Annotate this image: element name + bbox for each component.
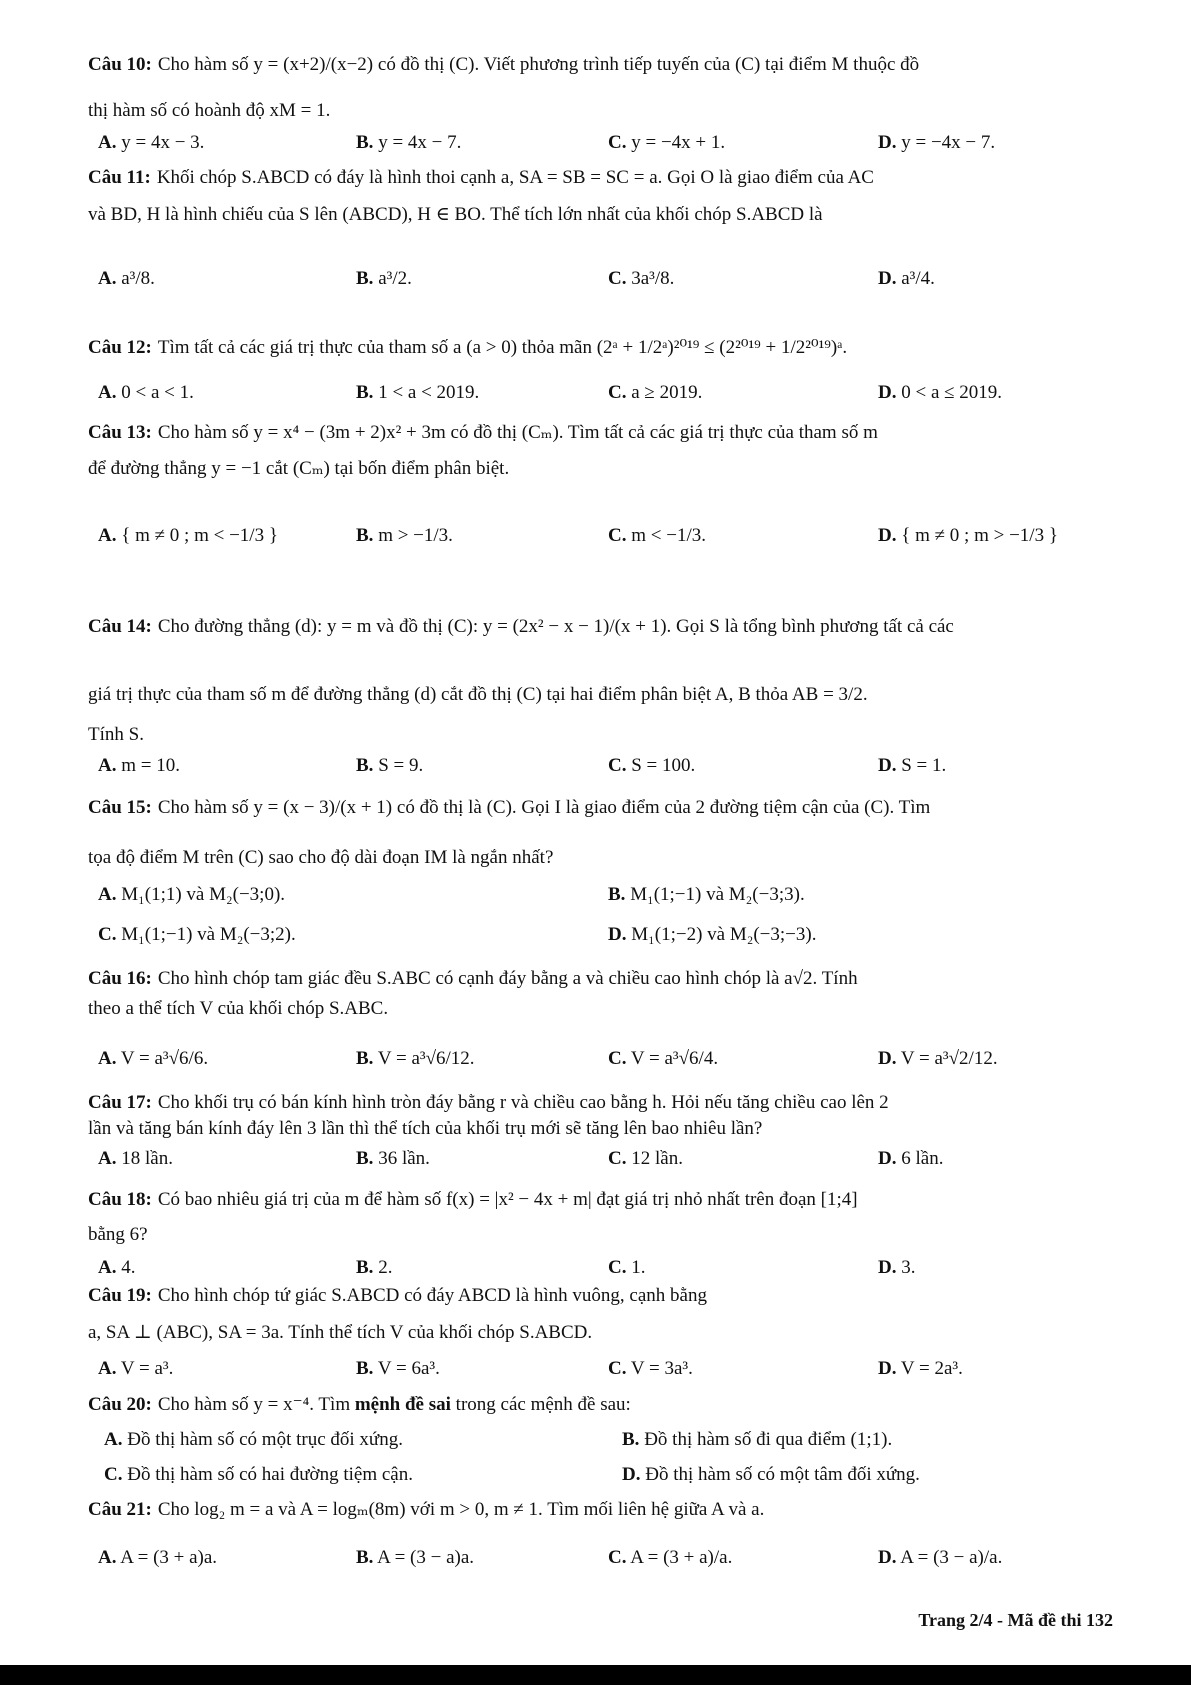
option-letter: A. bbox=[98, 525, 117, 546]
scan-border bbox=[0, 1665, 1191, 1685]
option-text: y = 4x − 3. bbox=[121, 132, 205, 153]
option-text: m > −1/3. bbox=[378, 525, 453, 546]
question-label: Câu 12: bbox=[88, 337, 152, 358]
question-19-stem-2: a, SA ⊥ (ABC), SA = 3a. Tính thể tích V của khối chóp S.ABCD. bbox=[88, 1322, 593, 1343]
option-c bbox=[608, 1146, 683, 1172]
option-text: 2. bbox=[378, 1257, 393, 1278]
question-10-stem-2: thị hàm số có hoành độ xM = 1. bbox=[88, 100, 331, 121]
question-16-stem-2: theo a thể tích V của khối chóp S.ABC. bbox=[88, 998, 389, 1019]
option-a bbox=[98, 380, 194, 406]
option-text: A = (3 + a)a. bbox=[120, 1547, 218, 1568]
option-letter: C. bbox=[608, 755, 627, 776]
option-text: V = 3a³. bbox=[630, 1358, 693, 1379]
option-c bbox=[608, 1046, 718, 1072]
question-label: Câu 18: bbox=[88, 1189, 152, 1210]
option-text: A = (3 − a)a. bbox=[377, 1547, 475, 1568]
question-18-stem-2: bằng 6? bbox=[88, 1224, 148, 1245]
option-letter: B. bbox=[356, 525, 374, 546]
option-text: A = (3 − a)/a. bbox=[900, 1547, 1003, 1568]
option-letter: D. bbox=[878, 1547, 897, 1568]
option-b bbox=[356, 753, 423, 779]
option-d bbox=[878, 380, 1002, 406]
option-letter: D. bbox=[878, 755, 897, 776]
option-letter: C. bbox=[608, 525, 627, 546]
option-letter: C. bbox=[608, 1148, 627, 1169]
option-text: Đồ thị hàm số đi qua điểm (1;1). bbox=[644, 1429, 893, 1450]
option-d bbox=[878, 266, 935, 292]
option-letter: B. bbox=[356, 1048, 374, 1069]
question-text: Cho log₂ m = a và A = logₘ(8m) với m > 0, m ≠ 1. Tìm mối liên hệ giữa A và a. bbox=[157, 1499, 765, 1520]
option-letter: B. bbox=[608, 884, 626, 905]
option-text: S = 9. bbox=[378, 755, 424, 776]
option-letter: B. bbox=[356, 1148, 374, 1169]
option-letter: C. bbox=[608, 1547, 627, 1568]
option-c bbox=[98, 922, 296, 948]
option-b bbox=[356, 523, 453, 549]
question-label: Câu 19: bbox=[88, 1285, 152, 1306]
question-label: Câu 11: bbox=[88, 167, 151, 188]
option-a bbox=[104, 1427, 403, 1453]
question-11-stem-1 bbox=[88, 165, 1113, 191]
option-b bbox=[356, 130, 461, 156]
option-text: 1. bbox=[631, 1257, 646, 1278]
option-c bbox=[104, 1462, 413, 1488]
question-label: Câu 21: bbox=[88, 1499, 152, 1520]
option-text: M₁(1;−1) và M₂(−3;2). bbox=[121, 924, 296, 945]
option-a bbox=[98, 1356, 173, 1382]
option-letter: B. bbox=[622, 1429, 640, 1450]
option-text: S = 100. bbox=[631, 755, 696, 776]
option-letter: D. bbox=[878, 1257, 897, 1278]
option-letter: D. bbox=[878, 1358, 897, 1379]
option-letter: D. bbox=[878, 1048, 897, 1069]
option-text: V = a³√6/12. bbox=[377, 1048, 475, 1069]
option-text: y = −4x + 1. bbox=[631, 132, 726, 153]
question-text: trong các mệnh đề sau: bbox=[450, 1394, 631, 1415]
question-20-stem-1 bbox=[88, 1392, 1113, 1418]
option-text: a³/4. bbox=[901, 268, 935, 289]
question-21-stem-1 bbox=[88, 1497, 1113, 1523]
question-text: Cho hình chóp tam giác đều S.ABC có cạnh đáy bằng a và chiều cao hình chóp là a√2. Tính bbox=[157, 968, 858, 989]
option-text: Đồ thị hàm số có hai đường tiệm cận. bbox=[127, 1464, 413, 1485]
option-d bbox=[878, 1146, 943, 1172]
option-b bbox=[356, 1255, 392, 1281]
page-footer: Trang 2/4 - Mã đề thi 132 bbox=[918, 1610, 1113, 1630]
option-b bbox=[356, 1356, 440, 1382]
option-text: V = a³√2/12. bbox=[900, 1048, 998, 1069]
option-letter: C. bbox=[608, 1358, 627, 1379]
option-text: 3a³/8. bbox=[631, 268, 675, 289]
question-18-stem-1 bbox=[88, 1187, 1113, 1213]
option-text: V = 2a³. bbox=[900, 1358, 963, 1379]
option-letter: B. bbox=[356, 1358, 374, 1379]
option-a bbox=[98, 1255, 135, 1281]
option-c bbox=[608, 266, 674, 292]
question-text: Cho hàm số y = x⁻⁴. Tìm bbox=[157, 1394, 355, 1415]
option-text: 4. bbox=[121, 1257, 136, 1278]
option-text: A = (3 + a)/a. bbox=[630, 1547, 733, 1568]
option-a bbox=[98, 1046, 208, 1072]
option-d bbox=[878, 523, 1058, 549]
question-label: Câu 20: bbox=[88, 1394, 152, 1415]
question-19-stem-1 bbox=[88, 1283, 1113, 1309]
question-text: Cho hình chóp tứ giác S.ABCD có đáy ABCD là hình vuông, cạnh bằng bbox=[157, 1285, 707, 1306]
option-text: m = 10. bbox=[121, 755, 180, 776]
option-letter: C. bbox=[608, 132, 627, 153]
option-b bbox=[622, 1427, 892, 1453]
question-label: Câu 14: bbox=[88, 616, 152, 637]
question-text: Cho đường thẳng (d): y = m và đồ thị (C): y = (2x² − x − 1)/(x + 1). Gọi S là tổng bình phương tất cả các bbox=[157, 616, 954, 637]
question-17-stem-2: lần và tăng bán kính đáy lên 3 lần thì thể tích của khối trụ mới sẽ tăng lên bao nhiêu lần? bbox=[88, 1118, 763, 1139]
question-14-stem-2: giá trị thực của tham số m để đường thẳng (d) cắt đồ thị (C) tại hai điểm phân biệt A, B thỏa AB = 3/2. bbox=[88, 684, 868, 705]
option-text: Đồ thị hàm số có một trục đối xứng. bbox=[127, 1429, 403, 1450]
option-text: { m ≠ 0 ; m > −1/3 } bbox=[901, 525, 1058, 546]
question-text: Cho hàm số y = (x+2)/(x−2) có đồ thị (C). Viết phương trình tiếp tuyến của (C) tại điểm M thuộc đồ bbox=[157, 54, 920, 75]
option-b bbox=[356, 1545, 474, 1571]
option-letter: B. bbox=[356, 132, 374, 153]
option-letter: A. bbox=[98, 382, 117, 403]
option-letter: B. bbox=[356, 755, 374, 776]
question-15-stem-1 bbox=[88, 795, 1113, 821]
option-text: 0 < a ≤ 2019. bbox=[901, 382, 1003, 403]
option-text: 18 lần. bbox=[121, 1148, 173, 1169]
option-text: a³/8. bbox=[121, 268, 155, 289]
option-letter: A. bbox=[98, 755, 117, 776]
option-letter: A. bbox=[98, 1547, 117, 1568]
option-letter: D. bbox=[608, 924, 627, 945]
option-letter: A. bbox=[98, 132, 117, 153]
option-letter: A. bbox=[98, 1148, 117, 1169]
option-letter: B. bbox=[356, 1547, 374, 1568]
option-letter: C. bbox=[608, 1048, 627, 1069]
option-c bbox=[608, 1545, 732, 1571]
question-label: Câu 13: bbox=[88, 422, 152, 443]
option-text: V = 6a³. bbox=[377, 1358, 440, 1379]
option-text: 3. bbox=[901, 1257, 916, 1278]
question-10-stem-1 bbox=[88, 52, 1113, 78]
option-d bbox=[622, 1462, 920, 1488]
question-text: Tìm tất cả các giá trị thực của tham số a (a > 0) thỏa mãn (2ᵃ + 1/2ᵃ)²⁰¹⁹ ≤ (2²⁰¹⁹ + 1/2²⁰¹⁹)ᵃ. bbox=[157, 337, 848, 358]
option-letter: C. bbox=[104, 1464, 123, 1485]
option-a bbox=[98, 882, 285, 908]
question-16-stem-1 bbox=[88, 966, 1113, 992]
question-13-stem-2: để đường thẳng y = −1 cắt (Cₘ) tại bốn điểm phân biệt. bbox=[88, 458, 510, 479]
option-text: y = −4x − 7. bbox=[901, 132, 996, 153]
option-text: 12 lần. bbox=[631, 1148, 683, 1169]
option-letter: C. bbox=[608, 268, 627, 289]
option-text: M₁(1;−1) và M₂(−3;3). bbox=[630, 884, 805, 905]
option-d bbox=[608, 922, 816, 948]
question-text: Khối chóp S.ABCD có đáy là hình thoi cạnh a, SA = SB = SC = a. Gọi O là giao điểm của AC bbox=[156, 167, 874, 188]
question-label: Câu 17: bbox=[88, 1092, 152, 1113]
option-letter: D. bbox=[622, 1464, 641, 1485]
option-text: a ≥ 2019. bbox=[631, 382, 703, 403]
option-c bbox=[608, 130, 725, 156]
option-d bbox=[878, 1046, 998, 1072]
option-letter: A. bbox=[104, 1429, 123, 1450]
option-text: a³/2. bbox=[378, 268, 412, 289]
option-letter: A. bbox=[98, 1358, 117, 1379]
option-b bbox=[356, 266, 412, 292]
option-letter: C. bbox=[98, 924, 117, 945]
option-letter: B. bbox=[356, 382, 374, 403]
option-letter: C. bbox=[608, 1257, 627, 1278]
option-c bbox=[608, 753, 695, 779]
question-15-stem-2: tọa độ điểm M trên (C) sao cho độ dài đoạn IM là ngắn nhất? bbox=[88, 847, 554, 868]
option-letter: D. bbox=[878, 382, 897, 403]
option-text: { m ≠ 0 ; m < −1/3 } bbox=[121, 525, 278, 546]
option-letter: D. bbox=[878, 268, 897, 289]
option-letter: D. bbox=[878, 132, 897, 153]
option-b bbox=[356, 1146, 430, 1172]
option-d bbox=[878, 753, 946, 779]
option-text: 6 lần. bbox=[901, 1148, 944, 1169]
option-letter: A. bbox=[98, 268, 117, 289]
question-label: Câu 10: bbox=[88, 54, 152, 75]
option-letter: A. bbox=[98, 884, 117, 905]
question-11-stem-2: và BD, H là hình chiếu của S lên (ABCD), H ∈ BO. Thể tích lớn nhất của khối chóp S.ABCD là bbox=[88, 204, 823, 225]
question-text: Cho hàm số y = (x − 3)/(x + 1) có đồ thị là (C). Gọi I là giao điểm của 2 đường tiệm cận của (C). Tìm bbox=[157, 797, 931, 818]
option-text: M₁(1;1) và M₂(−3;0). bbox=[121, 884, 286, 905]
option-a bbox=[98, 266, 155, 292]
option-c bbox=[608, 523, 706, 549]
question-text: Cho hàm số y = x⁴ − (3m + 2)x² + 3m có đồ thị (Cₘ). Tìm tất cả các giá trị thực của tham số m bbox=[157, 422, 878, 443]
option-text: 0 < a < 1. bbox=[121, 382, 194, 403]
option-c bbox=[608, 380, 702, 406]
option-text: y = 4x − 7. bbox=[378, 132, 462, 153]
option-letter: A. bbox=[98, 1257, 117, 1278]
option-letter: C. bbox=[608, 382, 627, 403]
emphasis-text: mệnh đề sai bbox=[354, 1394, 451, 1415]
question-12-stem-1 bbox=[88, 335, 1113, 361]
option-b bbox=[608, 882, 805, 908]
option-a bbox=[98, 1146, 173, 1172]
question-label: Câu 15: bbox=[88, 797, 152, 818]
option-letter: A. bbox=[98, 1048, 117, 1069]
option-letter: B. bbox=[356, 268, 374, 289]
question-label: Câu 16: bbox=[88, 968, 152, 989]
option-text: V = a³√6/6. bbox=[120, 1048, 209, 1069]
option-a bbox=[98, 523, 278, 549]
option-b bbox=[356, 380, 479, 406]
option-d bbox=[878, 1545, 1002, 1571]
option-d bbox=[878, 130, 995, 156]
option-b bbox=[356, 1046, 475, 1072]
question-17-stem-1 bbox=[88, 1090, 1113, 1116]
option-text: V = a³. bbox=[120, 1358, 174, 1379]
option-letter: D. bbox=[878, 1148, 897, 1169]
option-text: V = a³√6/4. bbox=[630, 1048, 719, 1069]
question-14-stem-1 bbox=[88, 614, 1113, 640]
option-letter: D. bbox=[878, 525, 897, 546]
option-letter: B. bbox=[356, 1257, 374, 1278]
option-text: Đồ thị hàm số có một tâm đối xứng. bbox=[645, 1464, 920, 1485]
option-a bbox=[98, 753, 180, 779]
option-text: S = 1. bbox=[901, 755, 947, 776]
option-d bbox=[878, 1356, 963, 1382]
question-13-stem-1 bbox=[88, 420, 1113, 446]
option-text: m < −1/3. bbox=[631, 525, 706, 546]
option-d bbox=[878, 1255, 915, 1281]
option-c bbox=[608, 1356, 693, 1382]
option-text: M₁(1;−2) và M₂(−3;−3). bbox=[631, 924, 817, 945]
option-a bbox=[98, 1545, 217, 1571]
option-text: 36 lần. bbox=[378, 1148, 430, 1169]
option-text: 1 < a < 2019. bbox=[378, 382, 480, 403]
option-a bbox=[98, 130, 204, 156]
question-text: Cho khối trụ có bán kính hình tròn đáy bằng r và chiều cao bằng h. Hỏi nếu tăng chiều cao lên 2 bbox=[157, 1092, 889, 1113]
option-c bbox=[608, 1255, 645, 1281]
question-text: Có bao nhiêu giá trị của m để hàm số f(x) = |x² − 4x + m| đạt giá trị nhỏ nhất trên đoạn [1;4] bbox=[157, 1189, 858, 1210]
question-14-stem-3: Tính S. bbox=[88, 724, 144, 745]
